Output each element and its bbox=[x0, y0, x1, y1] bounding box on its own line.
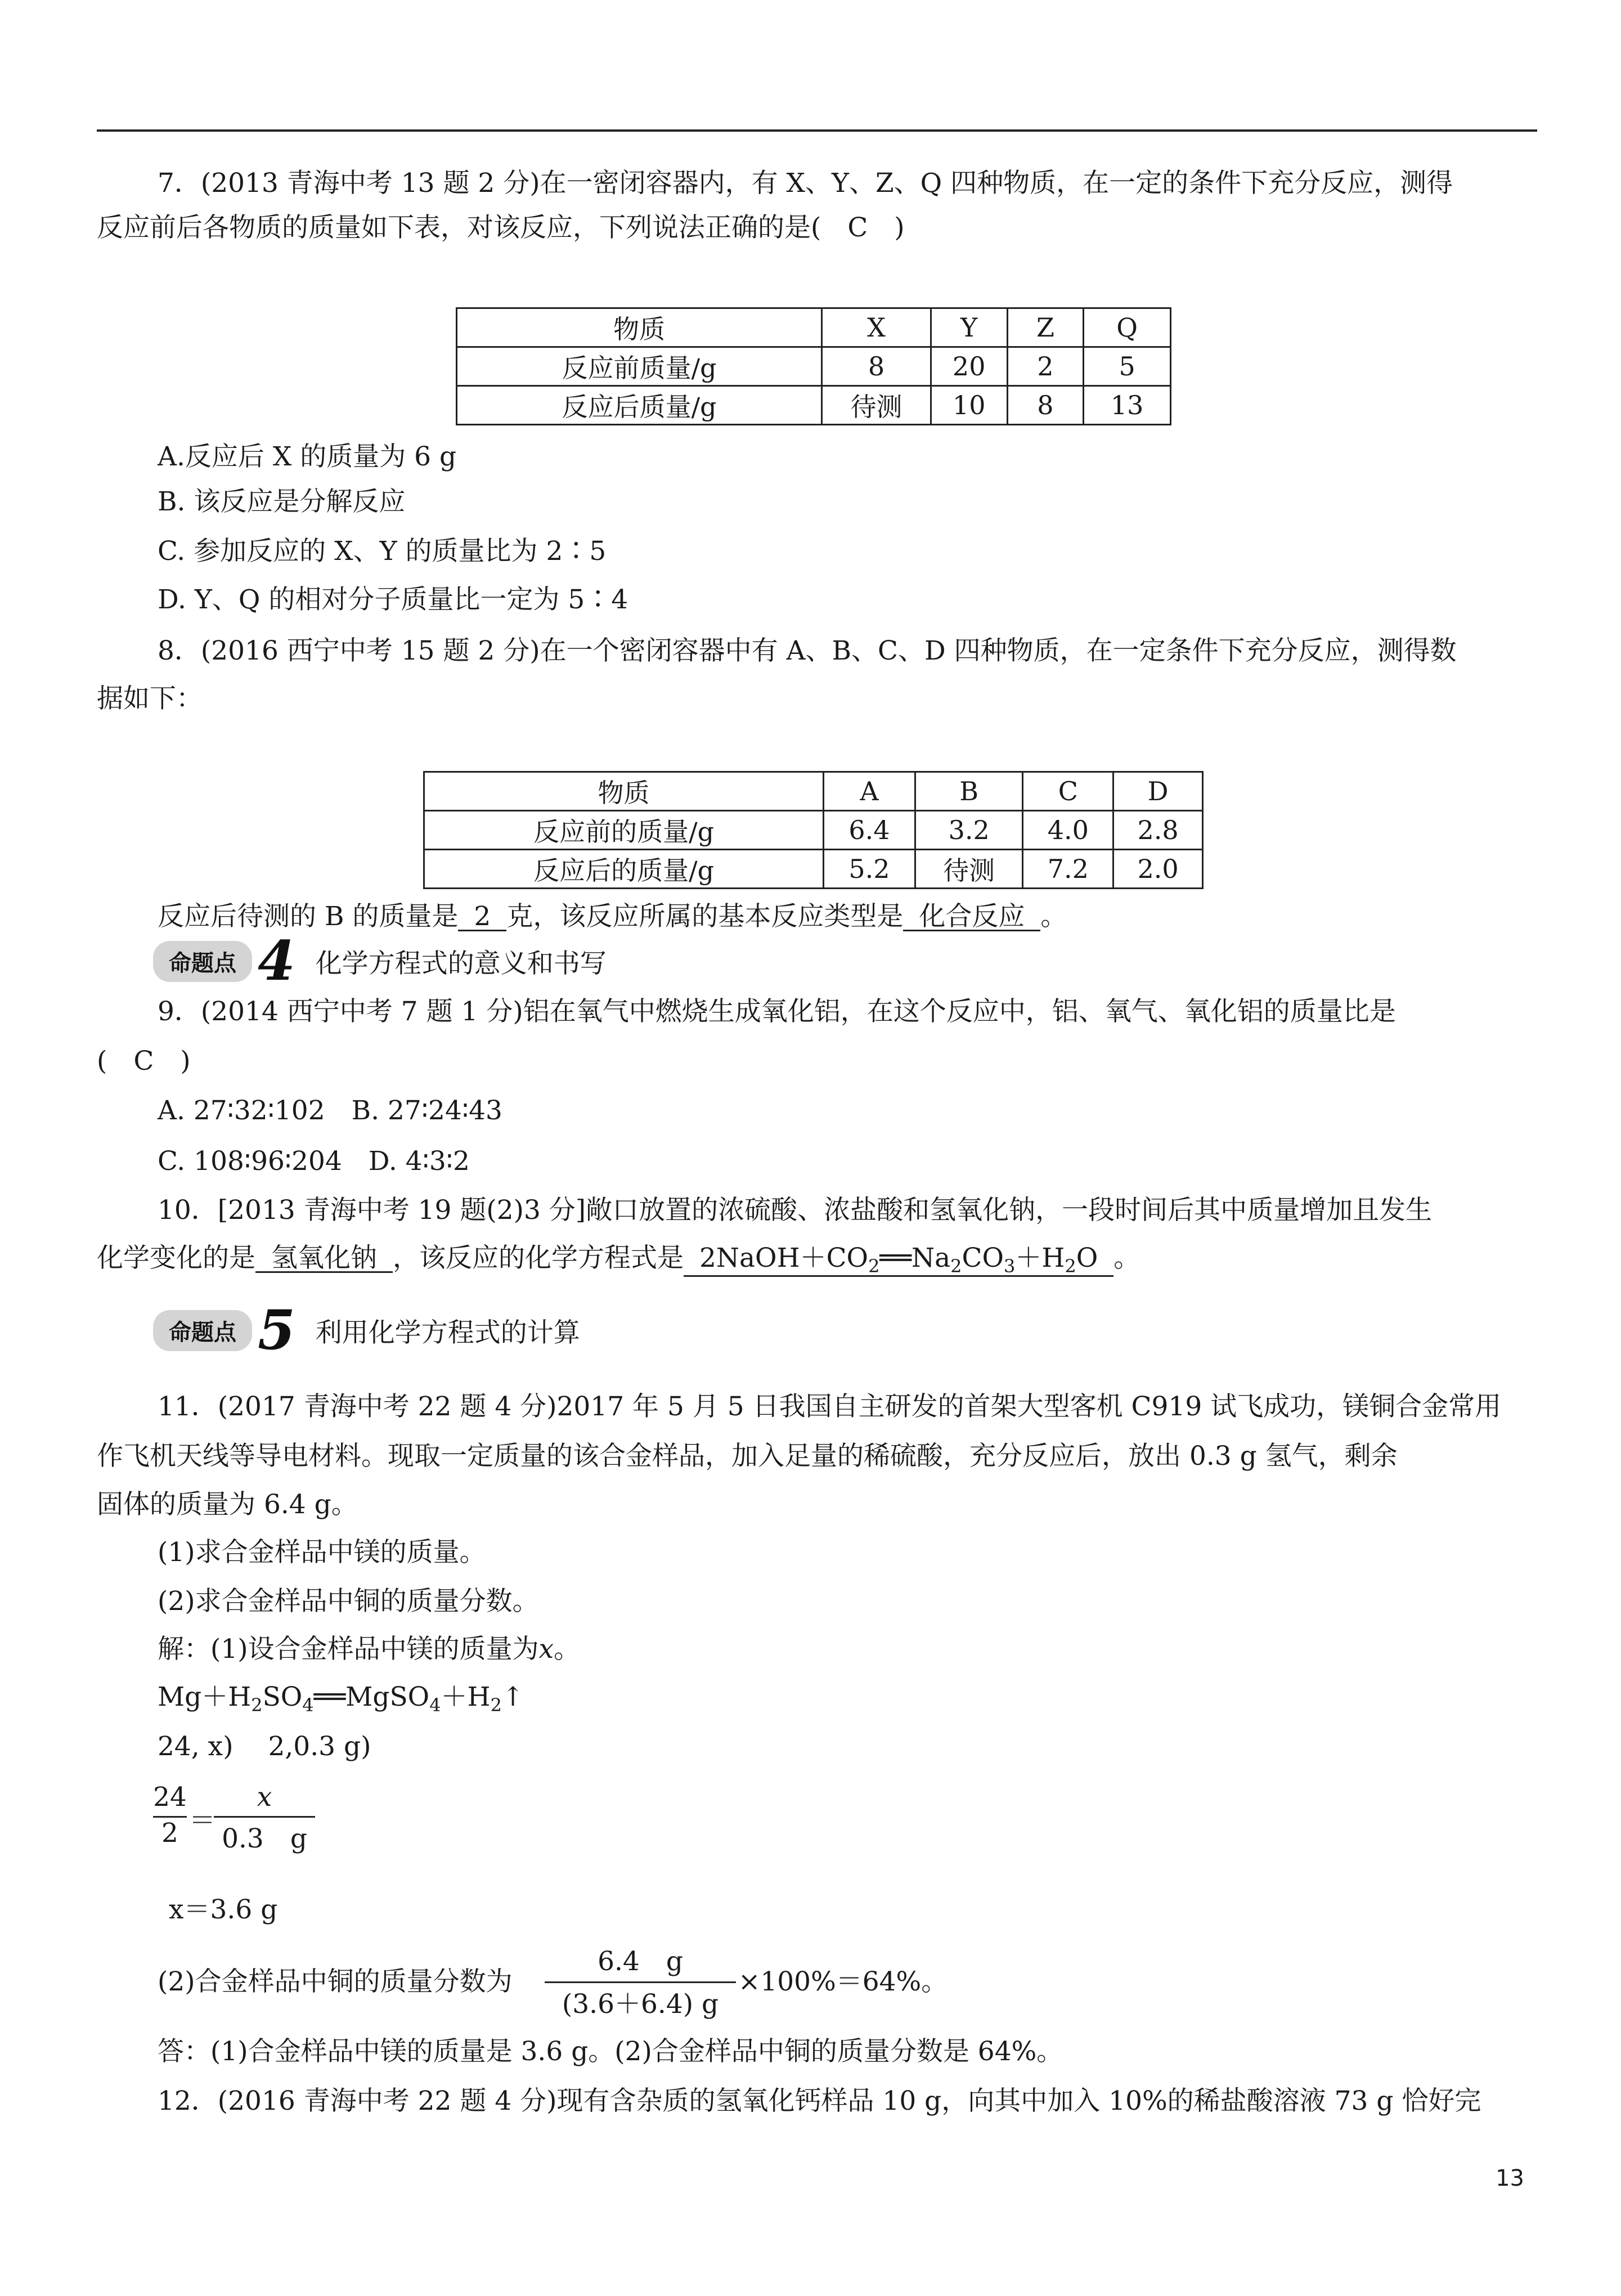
eq-subscript: 2 bbox=[251, 1694, 263, 1716]
q8-answer-end: 。 bbox=[1040, 901, 1067, 932]
table-cell: 反应后质量/g bbox=[457, 386, 822, 425]
table-cell: 2.0 bbox=[1113, 850, 1203, 889]
eq-part: ══MgSO bbox=[313, 1681, 430, 1712]
eq-part: CO bbox=[962, 1243, 1004, 1273]
table-cell: 7.2 bbox=[1023, 850, 1113, 889]
table-cell: 反应前质量/g bbox=[457, 347, 822, 386]
table-row bbox=[424, 772, 1203, 811]
table-cell: X bbox=[822, 308, 931, 347]
table-cell: 13 bbox=[1084, 386, 1171, 425]
q9-options-ab: A. 27∶32∶102 B. 27∶24∶43 bbox=[158, 1095, 502, 1126]
eq-subscript: 4 bbox=[302, 1694, 314, 1716]
q11-sub1: (1)求合金样品中镁的质量。 bbox=[158, 1537, 486, 1568]
q9-line2: ( C ) bbox=[97, 1046, 191, 1077]
eq-subscript: 2 bbox=[490, 1694, 502, 1716]
q10-line2 bbox=[97, 1245, 1140, 1277]
q11-equation bbox=[158, 1681, 524, 1716]
fraction-numerator: 24 bbox=[153, 1782, 187, 1813]
table-row bbox=[457, 347, 1171, 386]
table-cell: B bbox=[915, 772, 1023, 811]
q11-line2: 作飞机天线等导电材料。现取一定质量的该合金样品，加入足量的稀硫酸，充分反应后，放出 0.3 g 氢气，剩余 bbox=[97, 1441, 1398, 1472]
q7-line2: 反应前后各物质的质量如下表，对该反应，下列说法正确的是( C ) bbox=[97, 212, 905, 243]
q11-line1: 11．(2017 青海中考 22 题 4 分)2017 年 5 月 5 日我国自主研发的首架大型客机 C919 试飞成功，镁铜合金常用 bbox=[158, 1391, 1502, 1422]
q12-line1: 12．(2016 青海中考 22 题 4 分)现有含杂质的氢氧化钙样品 10 g，向其中加入 10%的稀盐酸溶液 73 g 恰好完 bbox=[158, 2086, 1481, 2116]
q11-part2-end: ×100%＝64%。 bbox=[738, 1966, 948, 1997]
table-cell: 2 bbox=[1007, 347, 1084, 386]
q7-option-b: B. 该反应是分解反应 bbox=[158, 486, 406, 517]
section-badge: 命题点 bbox=[153, 1310, 252, 1351]
section-heading-5 bbox=[153, 1298, 580, 1362]
q10-prefix: 化学变化的是 bbox=[97, 1243, 255, 1273]
section-badge: 命题点 bbox=[153, 941, 252, 982]
q11-solution-intro bbox=[158, 1634, 581, 1665]
fraction-denominator: (3.6＋6.4) g bbox=[545, 1981, 736, 2021]
table-cell: 物质 bbox=[424, 772, 824, 811]
q10-blank-equation bbox=[684, 1245, 1113, 1277]
eq-part: ＋H bbox=[441, 1681, 491, 1712]
q11-variable: x bbox=[538, 1634, 554, 1665]
section-title: 化学方程式的意义和书写 bbox=[315, 948, 607, 979]
eq-part: SO bbox=[262, 1681, 303, 1712]
header-rule bbox=[97, 129, 1537, 132]
q8-answer-blank-type: 化合反应 bbox=[903, 903, 1040, 931]
eq-subscript: 4 bbox=[429, 1694, 441, 1716]
table-cell: 反应后的质量/g bbox=[424, 850, 824, 889]
q8-line1: 8．(2016 西宁中考 15 题 2 分)在一个密闭容器中有 A、B、C、D 四种物质，在一定条件下充分反应，测得数 bbox=[158, 635, 1457, 666]
q7-line1: 7．(2013 青海中考 13 题 2 分)在一密闭容器内，有 X、Y、Z、Q 四种物质，在一定的条件下充分反应，测得 bbox=[158, 168, 1453, 199]
q11-line3: 固体的质量为 6.4 g。 bbox=[97, 1489, 358, 1520]
q10-end: 。 bbox=[1113, 1243, 1140, 1273]
q11-values: 24, x) 2,0.3 g) bbox=[158, 1731, 371, 1762]
table-cell: A bbox=[824, 772, 915, 811]
q7-option-d: D. Y、Q 的相对分子质量比一定为 5∶4 bbox=[158, 584, 628, 615]
fraction-denominator: 2 bbox=[153, 1816, 187, 1849]
section-number: 4 bbox=[258, 929, 295, 993]
table-cell: 10 bbox=[931, 386, 1007, 425]
q10-line1: 10．[2013 青海中考 19 题(2)3 分]敞口放置的浓硫酸、浓盐酸和氢氧化钠，一段时间后其中质量增加且发生 bbox=[158, 1195, 1433, 1226]
eq-subscript: 3 bbox=[1004, 1255, 1016, 1277]
eq-part: ＋H bbox=[1015, 1243, 1065, 1273]
table-cell: 6.4 bbox=[824, 811, 915, 850]
proportion-right-fraction bbox=[214, 1782, 315, 1855]
table-row bbox=[457, 308, 1171, 347]
page-number: 13 bbox=[1496, 2165, 1524, 2191]
q11-answer: 答：(1)合金样品中镁的质量是 3.6 g。(2)合金样品中铜的质量分数是 64%。 bbox=[158, 2036, 1063, 2067]
table-cell: Z bbox=[1007, 308, 1084, 347]
q11-result: x＝3.6 g bbox=[169, 1894, 278, 1925]
table-cell: 5.2 bbox=[824, 850, 915, 889]
eq-subscript: 2 bbox=[1065, 1255, 1076, 1277]
q11-sub2: (2)求合金样品中铜的质量分数。 bbox=[158, 1586, 539, 1617]
q7-option-c: C. 参加反应的 X、Y 的质量比为 2∶5 bbox=[158, 536, 607, 567]
eq-part: 2NaOH＋CO bbox=[699, 1243, 869, 1273]
q7-table bbox=[456, 307, 1171, 425]
table-row bbox=[424, 850, 1203, 889]
q11-solution-text: 解：(1)设合金样品中镁的质量为 bbox=[158, 1634, 539, 1665]
q8-table bbox=[423, 771, 1204, 889]
q10-blank-substance: 氢氧化钠 bbox=[255, 1245, 393, 1273]
table-cell: Q bbox=[1084, 308, 1171, 347]
table-cell: D bbox=[1113, 772, 1203, 811]
q8-answer-blank-mass: 2 bbox=[458, 903, 506, 931]
table-cell: C bbox=[1023, 772, 1113, 811]
fraction-numerator: 6.4 g bbox=[598, 1946, 683, 1977]
fraction-numerator: x bbox=[257, 1782, 272, 1813]
table-row bbox=[457, 386, 1171, 425]
q10-middle: ，该反应的化学方程式是 bbox=[393, 1243, 684, 1273]
q8-answer-line bbox=[158, 903, 1067, 931]
section-number: 5 bbox=[258, 1298, 295, 1362]
table-cell: 3.2 bbox=[915, 811, 1023, 850]
fraction-denominator: 0.3 g bbox=[214, 1816, 315, 1855]
table-cell: 8 bbox=[1007, 386, 1084, 425]
q9-options-cd: C. 108∶96∶204 D. 4∶3∶2 bbox=[158, 1146, 470, 1177]
table-cell: 待测 bbox=[915, 850, 1023, 889]
section-heading-4 bbox=[153, 929, 607, 993]
q8-answer-middle: 克，该反应所属的基本反应类型是 bbox=[506, 901, 904, 932]
table-cell: 20 bbox=[931, 347, 1007, 386]
q8-line2: 据如下： bbox=[97, 683, 203, 714]
table-cell: 物质 bbox=[457, 308, 822, 347]
eq-part: ══Na bbox=[879, 1243, 951, 1273]
section-title: 利用化学方程式的计算 bbox=[315, 1317, 580, 1348]
table-cell: 反应前的质量/g bbox=[424, 811, 824, 850]
eq-part: ↑ bbox=[501, 1681, 524, 1712]
eq-part: O bbox=[1076, 1243, 1098, 1273]
table-cell: 2.8 bbox=[1113, 811, 1203, 850]
table-cell: 4.0 bbox=[1023, 811, 1113, 850]
q11-part2-fraction bbox=[545, 1940, 736, 2021]
table-row bbox=[424, 811, 1203, 850]
table-cell: 待测 bbox=[822, 386, 931, 425]
eq-part: Mg＋H bbox=[158, 1681, 252, 1712]
table-cell: Y bbox=[931, 308, 1007, 347]
q7-option-a: A.反应后 X 的质量为 6 g bbox=[158, 441, 457, 472]
q11-solution-end: 。 bbox=[554, 1634, 581, 1665]
q8-answer-prefix: 反应后待测的 B 的质量是 bbox=[158, 901, 459, 932]
q9-line1: 9．(2014 西宁中考 7 题 1 分)铝在氧气中燃烧生成氧化铝，在这个反应中，铝、氧气、氧化铝的质量比是 bbox=[158, 996, 1396, 1027]
proportion-left-fraction bbox=[153, 1782, 187, 1849]
proportion-equals: ＝ bbox=[189, 1805, 215, 1836]
q11-part2-prefix: (2)合金样品中铜的质量分数为 bbox=[158, 1966, 513, 1997]
table-cell: 5 bbox=[1084, 347, 1171, 386]
eq-subscript: 2 bbox=[868, 1255, 880, 1277]
eq-subscript: 2 bbox=[950, 1255, 962, 1277]
table-cell: 8 bbox=[822, 347, 931, 386]
